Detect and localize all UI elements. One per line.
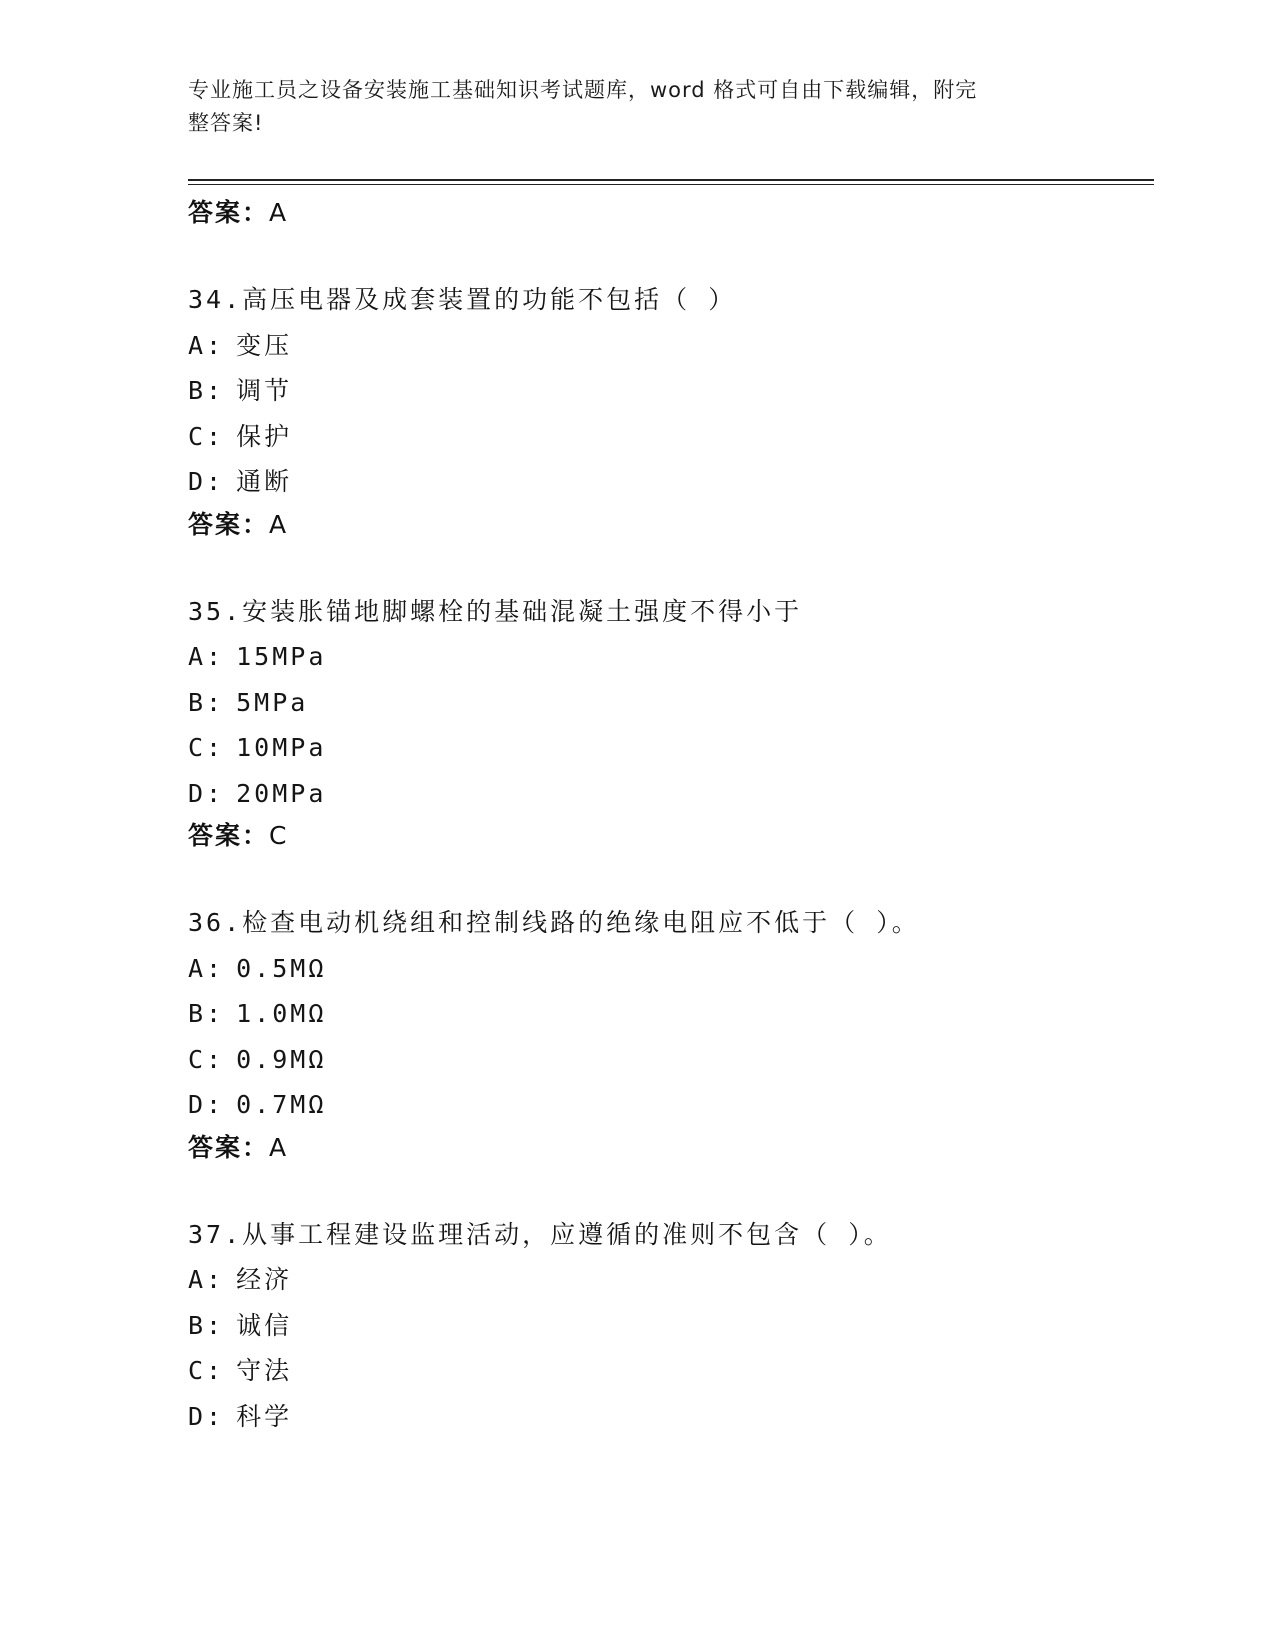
option-b <box>188 680 1148 726</box>
option-text: 变压 <box>236 330 293 360</box>
header-line-2: 整答案! <box>188 111 264 135</box>
option-text: 科学 <box>236 1401 293 1431</box>
question-36 <box>188 900 1148 1168</box>
option-a <box>188 946 1148 992</box>
option-d <box>188 459 1148 505</box>
option-key: A: <box>188 1265 225 1294</box>
answer-line <box>188 816 1148 856</box>
answer-label: 答案： <box>188 821 270 850</box>
answer-value: A <box>269 1132 289 1162</box>
option-key: D: <box>188 467 225 496</box>
option-key: C: <box>188 1044 225 1074</box>
option-key: C: <box>188 421 225 451</box>
option-text: 10MPa <box>236 733 327 762</box>
option-d <box>188 1082 1148 1128</box>
question-list <box>188 193 1148 1439</box>
question-37 <box>188 1212 1148 1440</box>
option-text: 0.5MΩ <box>236 953 327 983</box>
option-text: 诚信 <box>236 1310 293 1340</box>
option-text: 通断 <box>236 467 293 496</box>
option-text: 0.9MΩ <box>236 1044 327 1074</box>
header-divider-thin <box>188 184 1154 185</box>
answer-value: A <box>269 198 289 227</box>
option-key: A: <box>188 953 225 983</box>
option-d <box>188 771 1148 817</box>
option-key: B: <box>188 687 225 717</box>
question-title: 37.从事工程建设监理活动，应遵循的准则不包含（ ）。 <box>188 1219 892 1249</box>
option-text: 20MPa <box>236 778 327 808</box>
question-title: 36.检查电动机绕组和控制线路的绝缘电阻应不低于（ ）。 <box>188 908 920 937</box>
option-key: C: <box>188 733 225 762</box>
question-title: 34.高压电器及成套装置的功能不包括（ ） <box>188 285 737 314</box>
answer-label: 答案： <box>188 198 270 227</box>
option-text: 守法 <box>236 1356 293 1385</box>
header-line-1: 专业施工员之设备安装施工基础知识考试题库，word 格式可自由下载编辑，附完 <box>188 78 978 102</box>
document-header <box>188 74 1088 140</box>
question-35 <box>188 589 1148 857</box>
answer-label: 答案： <box>188 509 270 539</box>
question-title: 35.安装胀锚地脚螺栓的基础混凝土强度不得小于 <box>188 596 803 626</box>
header-divider-thick <box>188 179 1154 181</box>
answer-line <box>188 193 1148 233</box>
option-c <box>188 725 1148 771</box>
answer-label: 答案： <box>188 1132 270 1162</box>
option-a <box>188 323 1148 369</box>
option-b <box>188 1303 1148 1349</box>
option-text: 调节 <box>236 376 293 405</box>
option-text: 5MPa <box>236 687 309 717</box>
answer-line <box>188 505 1148 545</box>
option-text: 1.0MΩ <box>236 999 327 1028</box>
option-key: D: <box>188 778 225 808</box>
option-key: A: <box>188 330 225 360</box>
option-key: D: <box>188 1401 225 1431</box>
option-text: 经济 <box>236 1265 293 1294</box>
option-key: B: <box>188 1310 225 1340</box>
option-key: B: <box>188 999 225 1028</box>
option-key: C: <box>188 1356 225 1385</box>
option-d <box>188 1394 1148 1440</box>
answer-value: C <box>269 821 289 850</box>
option-c <box>188 414 1148 460</box>
option-key: A: <box>188 642 225 671</box>
option-b <box>188 991 1148 1037</box>
option-text: 0.7MΩ <box>236 1090 327 1119</box>
option-text: 15MPa <box>236 642 327 671</box>
answer-value: A <box>269 509 289 539</box>
option-key: D: <box>188 1090 225 1119</box>
answer-line <box>188 1128 1148 1168</box>
option-b <box>188 368 1148 414</box>
option-key: B: <box>188 376 225 405</box>
option-c <box>188 1348 1148 1394</box>
option-c <box>188 1037 1148 1083</box>
option-a <box>188 1257 1148 1303</box>
option-text: 保护 <box>236 421 293 451</box>
option-a <box>188 634 1148 680</box>
question-34 <box>188 277 1148 545</box>
